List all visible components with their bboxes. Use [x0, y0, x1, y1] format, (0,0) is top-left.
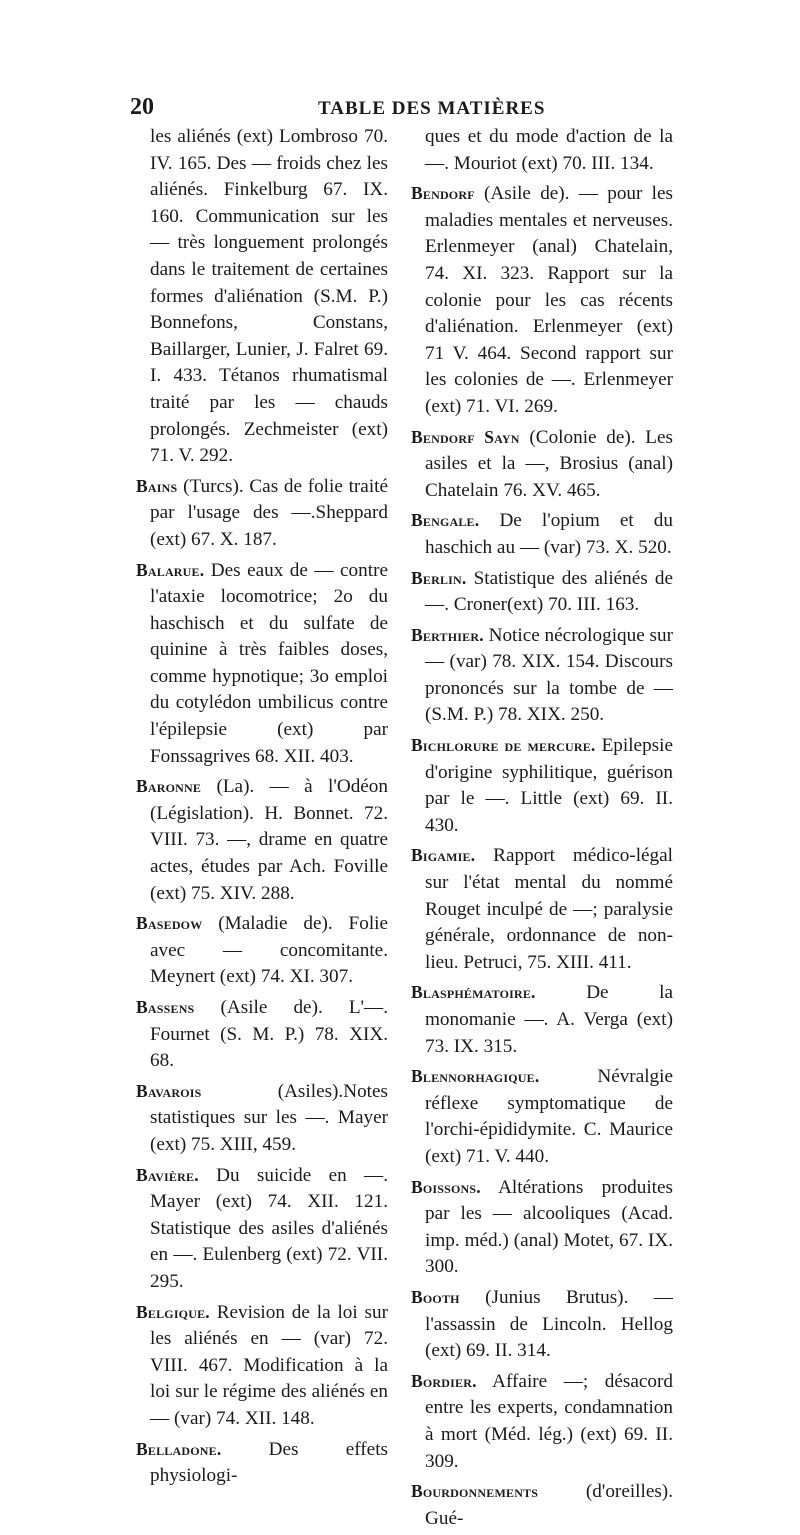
entry-text: De la monomanie —. A. Verga (ext) 73. IX. 315. [425, 982, 673, 1057]
entry-text: Des effets physiologi- [150, 1438, 388, 1487]
entry-headword: Belladone. [136, 1438, 222, 1459]
index-entry [411, 622, 673, 729]
index-entry [411, 124, 673, 177]
entry-text: (Asiles).Notes statistiques sur les —. Mayer (ext) 75. XIII, 459. [150, 1080, 388, 1155]
entry-headword: Bengale. [411, 510, 480, 531]
index-entry [136, 124, 388, 470]
entry-text: (La). — à l'Odéon (Législation). H. Bonnet. 72. VIII. 73. —, drame en quatre actes, études par Ach. Foville (ext) 75. XIV. 288. [150, 776, 388, 904]
entry-headword: Bavarois [136, 1080, 202, 1101]
entry-text: Rapport médico-légal sur l'état mental du nommé Rouget inculpé de —; paralysie générale, ordonnance de non-lieu. Petruci, 75. XIII. 411. [425, 845, 673, 973]
entry-text: Revision de la loi sur les aliénés en — (var) 72. VIII. 467. Modification à la loi sur le régime des aliénés en — (var) 74. XII. 148. [150, 1301, 388, 1429]
entry-headword: Bigamie. [411, 845, 476, 866]
entry-text: (Turcs). Cas de folie traité par l'usage des —.Sheppard (ext) 67. X. 187. [150, 475, 388, 550]
index-entry [136, 557, 388, 771]
index-entry [136, 1078, 388, 1159]
index-entry [411, 842, 673, 976]
index-entry [411, 507, 673, 561]
entry-headword: Boissons. [411, 1176, 481, 1197]
entry-headword: Bendorf [411, 183, 475, 204]
entry-headword: Bains [136, 475, 178, 496]
running-title: TABLE DES MATIÈRES [318, 98, 546, 119]
index-entry [411, 1368, 673, 1475]
index-entry [136, 1162, 388, 1296]
entry-text: Notice nécrologique sur — (var) 78. XIX. 154. Discours prononcés sur la tombe de — (S.M. P.) 78. XIX. 250. [425, 624, 673, 726]
entry-text: Du suicide en —. Mayer (ext) 74. XII. 121. Statistique des asiles d'aliénés en —. Eulenberg (ext) 72. VII. 295. [150, 1164, 388, 1292]
index-entry [136, 473, 388, 554]
entry-headword: Booth [411, 1286, 460, 1307]
entry-text: Epilepsie d'origine syphilitique, guérison par le —. Little (ext) 69. II. 430. [425, 735, 673, 836]
index-entry [411, 1174, 673, 1281]
entry-text: (d'oreilles). Gué- [425, 1481, 673, 1529]
index-entry [411, 979, 673, 1060]
entry-headword: Bendorf Sayn [411, 426, 520, 447]
entry-headword: Bourdonnements [411, 1481, 539, 1502]
entry-headword: Bassens [136, 997, 195, 1017]
entry-headword: Berthier. [411, 624, 484, 645]
page-number: 20 [130, 94, 154, 120]
entry-headword: Blennorhagique. [411, 1066, 540, 1087]
entry-headword: Belgique. [136, 1301, 210, 1322]
entry-headword: Blasphématoire. [411, 982, 536, 1003]
entry-text: Des eaux de — contre l'ataxie locomotrice; 2o du haschisch et du sulfate de quinine à très faibles doses, comme hypnotique; 3o emploi du cotylédon umbilicus contre l'épilepsie (ext) par Fonssagrives 68. XII. 403. [150, 559, 388, 767]
entry-headword: Bichlorure de mercure. [411, 735, 596, 756]
entry-headword: Bordier. [411, 1370, 477, 1391]
index-entry [136, 773, 388, 907]
index-entry [136, 1436, 388, 1490]
entry-text: les aliénés (ext) Lombroso 70. IV. 165. Des — froids chez les aliénés. Finkelburg 67. IX. 160. Communication sur les — très longuement prolongés dans le traitement de certaines formes d'aliénation (S.M. P.) Bonnefons, Constans, Baillarger, Lunier, J. Falret 69. I. 433. Tétanos rhumatismal traité par les — chauds prolongés. Zechmeister (ext) 71. V. 292. [150, 126, 388, 467]
entry-text: (Maladie de). Folie avec — concomitante. Meynert (ext) 74. XI. 307. [150, 913, 388, 988]
entry-text: Névralgie réflexe symptomatique de l'orchi-épididymite. C. Maurice (ext) 71. V. 440. [425, 1066, 673, 1167]
entry-headword: Bavière. [136, 1164, 199, 1185]
left-column [136, 124, 388, 1493]
entry-text: ques et du mode d'action de la —. Mouriot (ext) 70. III. 134. [425, 126, 673, 174]
index-entry [136, 1299, 388, 1433]
index-entry [411, 424, 673, 505]
entry-text: (Asile de). — pour les maladies mentales et nerveuses. Erlenmeyer (anal) Chatelain, 74. XI. 323. Rapport sur la colonie pour les cas récents d'aliénation. Erlenmeyer (ext) 71 V. 464. Second rapport sur les colonies de —. Erlenmeyer (ext) 71. VI. 269. [425, 183, 673, 417]
entry-text: (Junius Brutus). — l'assassin de Lincoln. Hellog (ext) 69. II. 314. [425, 1286, 673, 1362]
entry-headword: Baronne [136, 776, 202, 797]
entry-text: Statistique des aliénés de —. Croner(ext) 70. III. 163. [425, 567, 673, 616]
entry-text: Altérations produites par les — alcooliques (Acad. imp. méd.) (anal) Motet, 67. IX. 300. [425, 1176, 673, 1278]
entry-text: (Asile de). L'—. Fournet (S. M. P.) 78. XIX. 68. [150, 997, 388, 1072]
index-entry [411, 180, 673, 420]
index-entry [136, 910, 388, 991]
entry-headword: Balarue. [136, 559, 205, 580]
index-entry [411, 1284, 673, 1365]
index-entry [411, 1478, 673, 1532]
index-entry [411, 1063, 673, 1170]
entry-headword: Berlin. [411, 567, 467, 588]
index-entry [411, 565, 673, 619]
entry-headword: Basedow [136, 913, 203, 934]
index-entry [411, 732, 673, 839]
entry-text: (Colonie de). Les asiles et la —, Brosius (anal) Chatelain 76. XV. 465. [425, 426, 673, 501]
entry-text: De l'opium et du haschich au — (var) 73. X. 520. [425, 510, 673, 558]
entry-text: Affaire —; désacord entre les experts, condamnation à mort (Méd. lég.) (ext) 69. II. 309. [425, 1370, 673, 1472]
index-entry [136, 994, 388, 1075]
right-column [411, 124, 673, 1535]
